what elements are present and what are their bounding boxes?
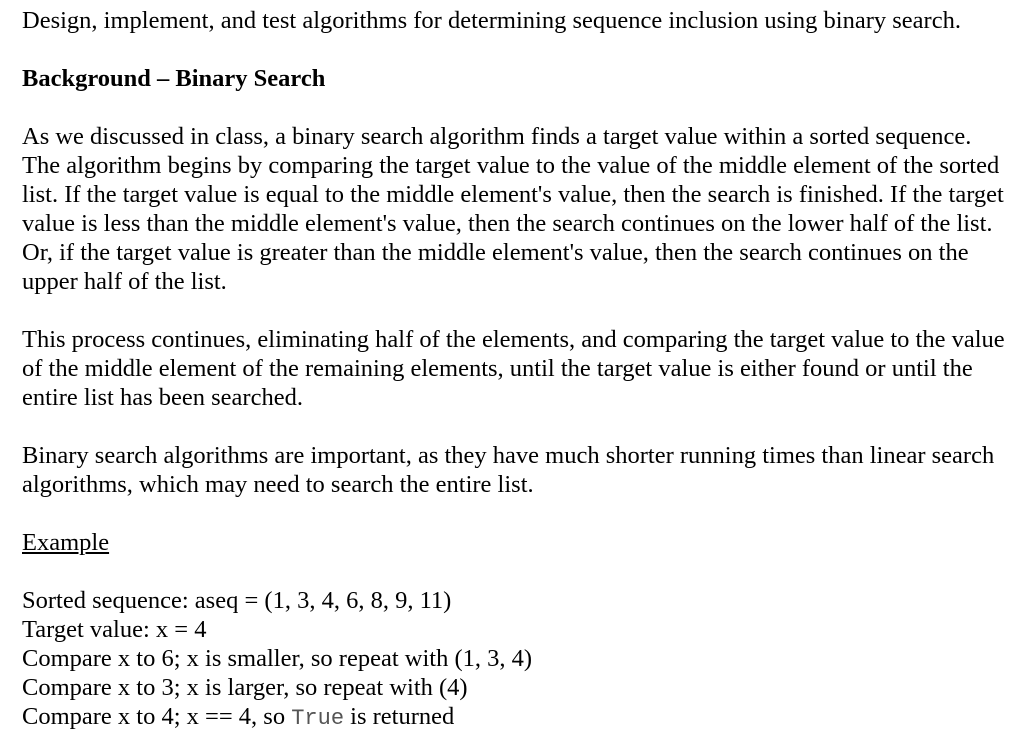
paragraph-importance: Binary search algorithms are important, as they have much shorter running times than linear search algorithms, which may need to search the entire list. [22,442,995,498]
paragraph-binary-search-description: As we discussed in class, a binary search algorithm finds a target value within a sorted sequence. The algorithm begins by comparing the target value to the value of the middle element of the sorted list. If the target value is equal to the middle element's value, then the search is finished. If the target value is less than the middle element's value, then the search continues on the lower half of the list. Or, if the target value is greater than the middle element's value, then the search continues on the upper half of the list. [22,123,1004,295]
section-heading: Background – Binary Search [22,65,326,92]
result-text-before: Compare x to 4; x == 4, so [22,703,292,730]
example-line: Compare x to 6; x is smaller, so repeat with (1, 3, 4) [22,645,533,672]
example-line: Target value: x = 4 [22,616,207,643]
code-true-literal: True [291,706,345,731]
intro-text: Design, implement, and test algorithms for determining sequence inclusion using binary search. [22,7,961,34]
result-text-after: is returned [344,703,455,730]
document-page [22,6,1012,733]
example-line: Sorted sequence: aseq = (1, 3, 4, 6, 8, 9, 11) [22,587,452,614]
example-line: Compare x to 3; x is larger, so repeat with (4) [22,674,468,701]
example-heading: Example [22,529,110,556]
paragraph-process-continues: This process continues, eliminating half of the elements, and comparing the target value to the value of the middle element of the remaining elements, until the target value is either found or until the entire list has been searched. [22,326,1005,411]
example-line-result [22,702,1012,733]
example-block [22,586,1012,733]
